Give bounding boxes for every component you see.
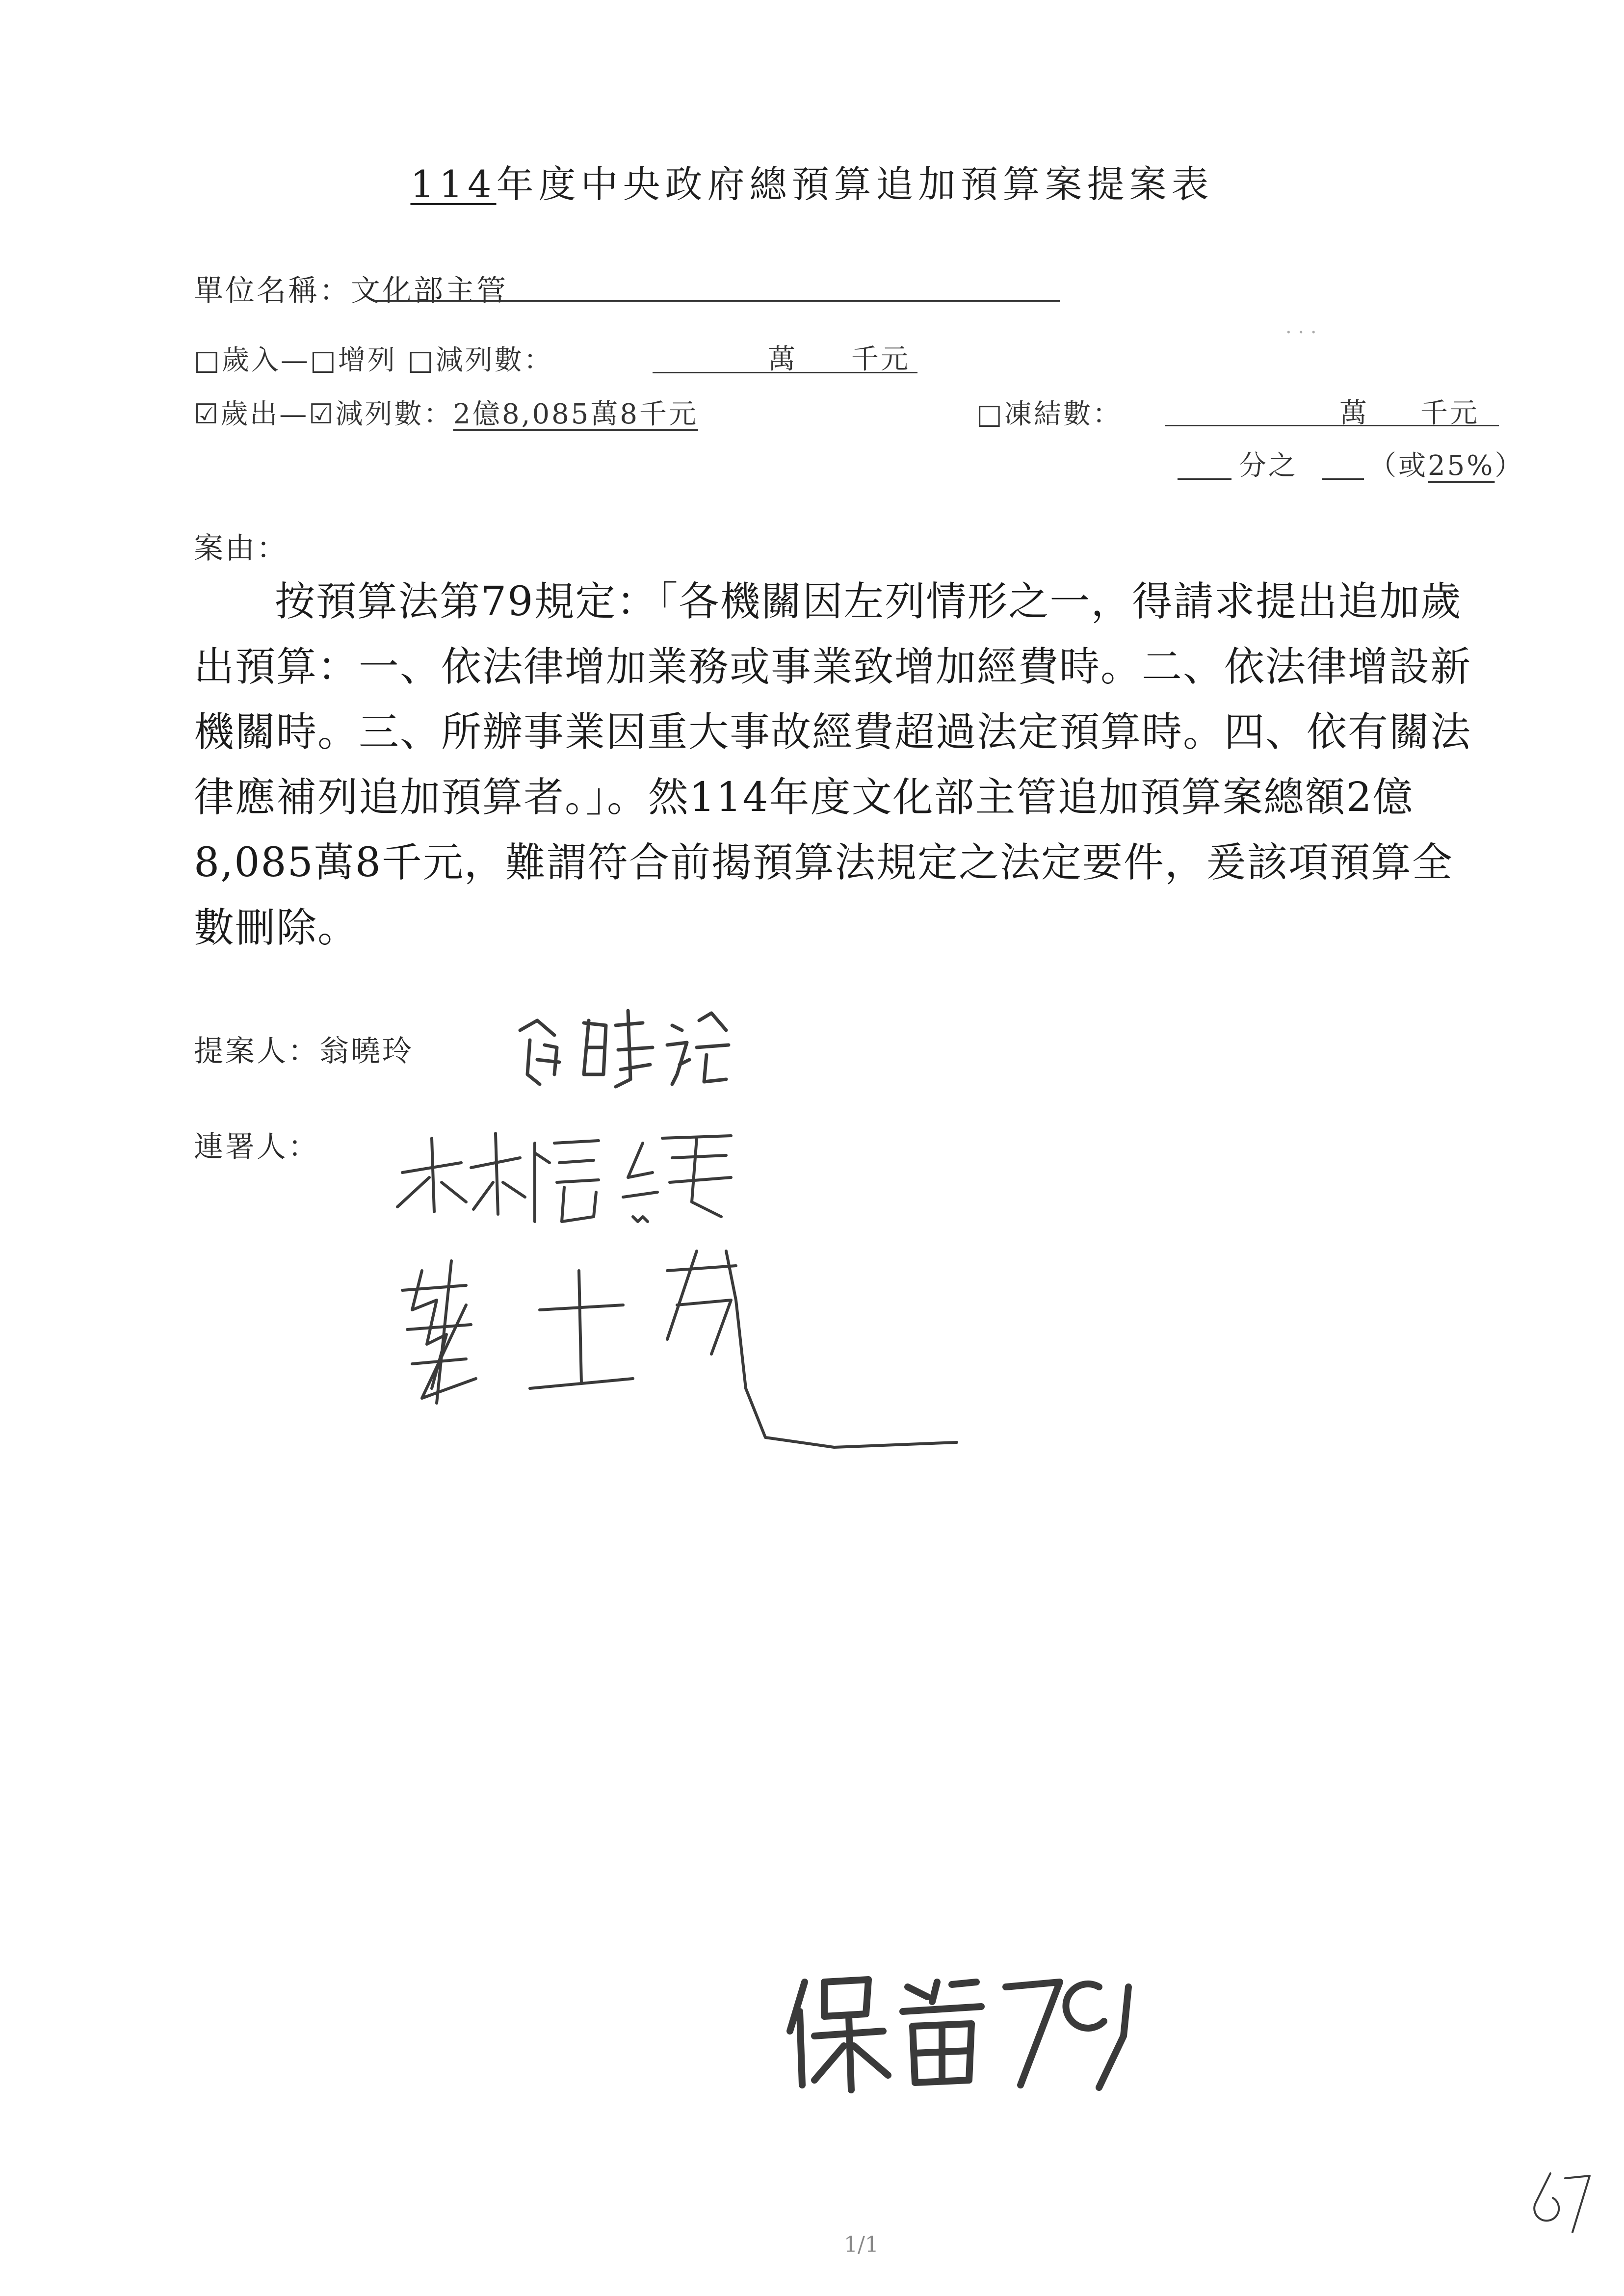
reason-line: 出預算：一、依法律增加業務或事業致增加經費時。二、依法律增設新 xyxy=(194,644,1472,690)
title-year: 114 xyxy=(410,162,497,206)
revenue-row xyxy=(194,339,553,378)
proposer-name: 翁曉玲 xyxy=(319,1034,414,1069)
proposer-row xyxy=(194,1028,414,1070)
handwritten-note xyxy=(785,1967,1158,2095)
fraction-denominator-line xyxy=(1322,478,1364,480)
unit-row xyxy=(194,267,508,310)
freeze-fraction: 分之 xyxy=(1239,450,1298,482)
freeze-percent: 25% xyxy=(1428,450,1495,482)
expenditure-row xyxy=(194,392,698,432)
reason-line: 機關時。三、所辦事業因重大事故經費超過法定預算時。四、依有關法 xyxy=(194,709,1472,756)
expenditure-prefix: ☑歲出—☑減列數： xyxy=(194,398,453,430)
revenue-qian: 千元 xyxy=(851,343,910,375)
title-text: 年度中央政府總預算追加預算案提案表 xyxy=(496,162,1214,206)
scan-artifact: · · · xyxy=(1285,321,1317,344)
proposer-label: 提案人： xyxy=(194,1034,319,1069)
reason-line: 律應補列追加預算者。」。然114年度文化部主管追加預算案總額2億 xyxy=(194,774,1414,821)
freeze-or: （或 xyxy=(1369,450,1428,482)
expenditure-amount: 2億8,085萬8千元 xyxy=(453,398,698,430)
reason-label: 案由： xyxy=(194,531,288,566)
freeze-percent-row xyxy=(1369,444,1524,483)
freeze-qian: 千元 xyxy=(1420,397,1479,429)
freeze-label: □凍結數： xyxy=(976,398,1122,430)
fraction-numerator-line xyxy=(1178,478,1231,480)
unit-value: 文化部主管 xyxy=(351,274,508,308)
proposer-signature xyxy=(510,1001,736,1099)
cosigner-signature xyxy=(393,1241,981,1496)
revenue-underline xyxy=(653,372,917,373)
reason-line: 數刪除。 xyxy=(194,905,359,951)
corner-number xyxy=(1526,2164,1595,2242)
reason-line: 8,085萬8千元，難謂符合前揭預算法規定之法定要件，爰該項預算全 xyxy=(194,839,1453,886)
freeze-wan: 萬 xyxy=(1339,397,1369,429)
revenue-wan: 萬 xyxy=(768,343,797,375)
form-title xyxy=(0,155,1624,208)
freeze-close: ） xyxy=(1494,450,1524,482)
revenue-text: □歲入—□增列 □減列數： xyxy=(194,344,553,376)
cosigners-label: 連署人： xyxy=(194,1130,319,1164)
page-number: 1/1 xyxy=(844,2232,879,2257)
freeze-underline xyxy=(1165,425,1499,426)
unit-label: 單位名稱： xyxy=(194,274,351,308)
reason-line: 按預算法第79規定：「各機關因左列情形之一，得請求提出追加歲 xyxy=(275,578,1462,625)
unit-underline xyxy=(373,300,1060,302)
